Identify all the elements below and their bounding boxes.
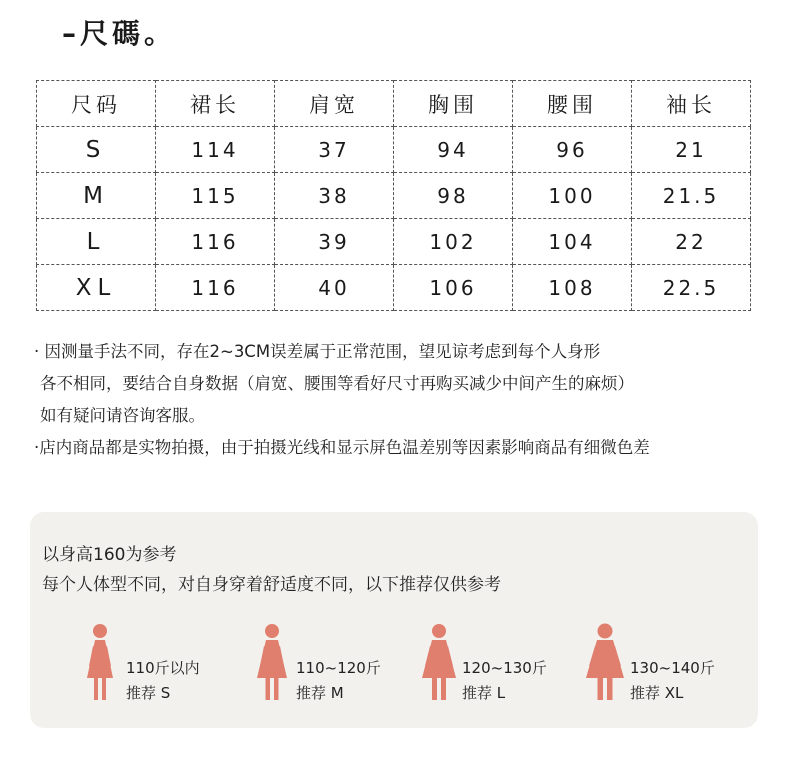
cell-value: 102 — [394, 219, 513, 265]
recommended-size: 推荐 S — [126, 684, 171, 702]
cell-size: L — [37, 219, 156, 265]
cell-size: M — [37, 173, 156, 219]
cell-value: 22 — [632, 219, 751, 265]
weight-range: 110斤以内 — [126, 659, 200, 677]
size-chart-table — [36, 80, 751, 311]
cell-value: 96 — [513, 127, 632, 173]
header-waist: 腰围 — [513, 81, 632, 127]
reference-height-text: 以身高160为参考 — [42, 545, 177, 565]
header-sleeve-length: 袖长 — [632, 81, 751, 127]
note-line: 各不相同，要结合自身数据（肩宽、腰围等看好尺寸再购买减少中间产生的麻烦） — [40, 374, 634, 393]
cell-value: 104 — [513, 219, 632, 265]
cell-value: 106 — [394, 265, 513, 311]
cell-value: 37 — [275, 127, 394, 173]
recommendation-item — [126, 656, 200, 706]
recommended-size: 推荐 L — [462, 684, 506, 702]
cell-value: 21 — [632, 127, 751, 173]
cell-value: 98 — [394, 173, 513, 219]
cell-value: 21.5 — [632, 173, 751, 219]
cell-value: 39 — [275, 219, 394, 265]
section-title: –尺碼。 — [62, 17, 177, 50]
table-row — [37, 219, 751, 265]
woman-figure-icon — [80, 622, 120, 702]
header-shoulder-width: 肩宽 — [275, 81, 394, 127]
recommended-size: 推荐 XL — [630, 684, 684, 702]
cell-value: 94 — [394, 127, 513, 173]
size-recommendation-panel — [30, 512, 758, 728]
recommendation-item — [296, 656, 381, 706]
table-row — [37, 127, 751, 173]
recommended-size: 推荐 M — [296, 684, 344, 702]
woman-figure-icon — [580, 622, 630, 702]
weight-range: 120~130斤 — [462, 659, 547, 677]
header-bust: 胸围 — [394, 81, 513, 127]
note-line: 如有疑问请咨询客服。 — [40, 406, 205, 425]
cell-value: 22.5 — [632, 265, 751, 311]
table-header-row — [37, 81, 751, 127]
recommendation-item — [630, 656, 715, 706]
table-row — [37, 173, 751, 219]
reference-disclaimer-text: 每个人体型不同，对自身穿着舒适度不同，以下推荐仅供参考 — [42, 575, 501, 595]
note-line: · 因测量手法不同，存在2~3CM误差属于正常范围，望见谅考虑到每个人身形 — [34, 342, 601, 361]
cell-value: 100 — [513, 173, 632, 219]
header-size: 尺码 — [37, 81, 156, 127]
cell-value: 40 — [275, 265, 394, 311]
woman-figure-icon — [252, 622, 292, 702]
cell-size: S — [37, 127, 156, 173]
cell-value: 116 — [156, 219, 275, 265]
notes-list — [34, 336, 650, 464]
cell-value: 116 — [156, 265, 275, 311]
cell-value: 108 — [513, 265, 632, 311]
cell-value: 38 — [275, 173, 394, 219]
header-skirt-length: 裙长 — [156, 81, 275, 127]
woman-figure-icon — [416, 622, 462, 702]
note-line: ·店内商品都是实物拍摄，由于拍摄光线和显示屏色温差别等因素影响商品有细微色差 — [34, 438, 650, 457]
cell-value: 114 — [156, 127, 275, 173]
weight-range: 110~120斤 — [296, 659, 381, 677]
recommendation-item — [462, 656, 547, 706]
cell-size: XL — [37, 265, 156, 311]
cell-value: 115 — [156, 173, 275, 219]
weight-range: 130~140斤 — [630, 659, 715, 677]
table-row — [37, 265, 751, 311]
